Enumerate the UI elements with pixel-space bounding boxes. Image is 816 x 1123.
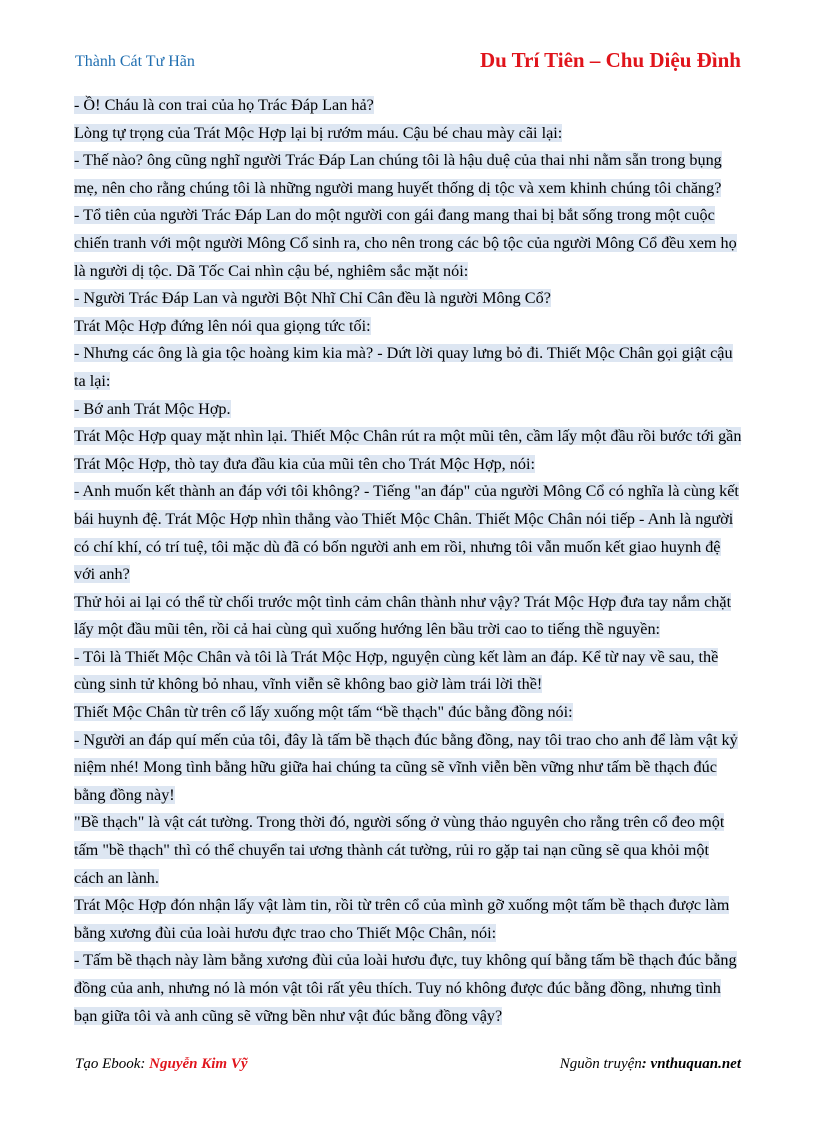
paragraph-text: Lòng tự trọng của Trát Mộc Hợp lại bị rướm máu. Cậu bé chau mày cãi lại: xyxy=(74,123,563,142)
page-footer xyxy=(75,1056,741,1080)
ebook-colon: : xyxy=(140,1056,150,1072)
paragraph xyxy=(74,892,742,947)
paragraph-text: Thiết Mộc Chân từ trên cổ lấy xuống một tấm “bề thạch" đúc bằng đồng nói: xyxy=(74,703,573,722)
page-header xyxy=(75,48,741,78)
paragraph xyxy=(74,478,742,588)
paragraph xyxy=(74,92,742,120)
paragraph xyxy=(74,589,742,644)
source-label: Nguồn truyện xyxy=(559,1056,642,1072)
book-authors: Du Trí Tiên – Chu Diệu Đình xyxy=(479,48,741,72)
body-text xyxy=(74,92,742,1030)
paragraph-text: - Bớ anh Trát Mộc Hợp. xyxy=(74,399,231,418)
ebook-creator-name: Nguyễn Kim Vỹ xyxy=(149,1056,248,1072)
paragraph xyxy=(74,809,742,892)
paragraph-text: "Bề thạch" là vật cát tường. Trong thời đó, người sống ở vùng thảo nguyên cho rằng trên cổ đeo một tấm "bề thạch" thì có thể chuyển tai ương thành cát tường, rủi ro gặp tai nạn cũng sẽ qua khỏi một cách an lành. xyxy=(74,813,725,887)
paragraph-text: - Tôi là Thiết Mộc Chân và tôi là Trát Mộc Hợp, nguyện cùng kết làm an đáp. Kể từ nay về sau, thề cùng sinh tử không bỏ nhau, vĩnh viễn sẽ không bao giờ làm trái lời thề! xyxy=(74,647,719,694)
paragraph xyxy=(74,202,742,285)
paragraph-text: - Tổ tiên của người Trác Đáp Lan do một người con gái đang mang thai bị bắt sống trong một cuộc chiến tranh với một người Mông Cổ sinh ra, cho nên trong các bộ tộc của người Mông Cổ đều xem họ là người dị tộc. Dã Tốc Cai nhìn cậu bé, nghiêm sắc mặt nói: xyxy=(74,206,737,280)
paragraph-text: - Thế nào? ông cũng nghĩ người Trác Đáp Lan chúng tôi là hậu duệ của thai nhi nằm sẵn trong bụng mẹ, nên cho rằng chúng tôi là những người mang huyết thống dị tộc và xem khinh chúng tôi chăng? xyxy=(74,151,722,197)
book-title: Thành Cát Tư Hãn xyxy=(75,53,195,70)
paragraph-text: - Người Trác Đáp Lan và người Bột Nhĩ Chỉ Cân đều là người Mông Cổ? xyxy=(74,289,551,308)
paragraph xyxy=(74,120,742,148)
paragraph-text: - Ồ! Cháu là con trai của họ Trác Đáp Lan hả? xyxy=(74,96,374,114)
paragraph-text: - Người an đáp quí mến của tôi, đây là tấm bề thạch đúc bằng đồng, nay tôi trao cho anh để làm vật kỷ niệm nhé! Mong tình bằng hữu giữa hai chúng ta cũng sẽ vĩnh viễn bền vững như tấm bề thạch đúc bằng đồng này! xyxy=(74,730,738,804)
paragraph-text: - Anh muốn kết thành an đáp với tôi không? - Tiếng "an đáp" của người Mông Cổ có nghĩa là cùng kết bái huynh đệ. Trát Mộc Hợp nhìn thẳng vào Thiết Mộc Chân. Thiết Mộc Chân nói tiếp - Anh là người có chí khí, có trí tuệ, tôi mặc dù đã có bốn người anh em rồi, nhưng tôi vẫn muốn kết giao huynh đệ với anh? xyxy=(74,482,739,584)
paragraph-text: Trát Mộc Hợp đứng lên nói qua giọng tức tối: xyxy=(74,316,371,335)
paragraph-text: - Nhưng các ông là gia tộc hoàng kim kia mà? - Dứt lời quay lưng bỏ đi. Thiết Mộc Chân gọi giật cậu ta lại: xyxy=(74,344,733,390)
paragraph xyxy=(74,340,742,395)
paragraph xyxy=(74,396,742,424)
paragraph xyxy=(74,313,742,341)
paragraph-text: Trát Mộc Hợp đón nhận lấy vật làm tin, rồi từ trên cổ của mình gỡ xuống một tấm bề thạch được làm bằng xương đùi của loài hươu đực trao cho Thiết Mộc Chân, nói: xyxy=(74,896,730,942)
paragraph xyxy=(74,644,742,699)
paragraph xyxy=(74,423,742,478)
paragraph xyxy=(74,727,742,810)
source-credit xyxy=(560,1056,741,1073)
paragraph xyxy=(74,285,742,313)
paragraph-text: Trát Mộc Hợp quay mặt nhìn lại. Thiết Mộc Chân rút ra một mũi tên, cầm lấy một đầu rồi bước tới gần Trát Mộc Hợp, thò tay đưa đầu kia của mũi tên cho Trát Mộc Hợp, nói: xyxy=(74,427,742,473)
paragraph-text: Thử hỏi ai lại có thể từ chối trước một tình cảm chân thành như vậy? Trát Mộc Hợp đưa tay nắm chặt lấy một đầu mũi tên, rồi cả hai cùng quì xuống hướng lên bầu trời cao to tiếng thề nguyền: xyxy=(74,592,732,639)
ebook-label: Tạo Ebook xyxy=(75,1056,141,1072)
paragraph-text: - Tấm bề thạch này làm bằng xương đùi của loài hươu đực, tuy không quí bằng tấm bề thạch đúc bằng đồng của anh, nhưng nó là món vật tôi rất yêu thích. Tuy nó không được đúc bằng đồng, nhưng tình bạn giữa tôi và anh cũng sẽ vững bền như vật đúc bằng đồng vậy? xyxy=(74,951,737,1025)
paragraph xyxy=(74,699,742,727)
ebook-credit xyxy=(75,1056,248,1073)
source-colon: : xyxy=(641,1056,651,1072)
paragraph xyxy=(74,147,742,202)
source-site-link[interactable]: vnthuquan.net xyxy=(650,1056,741,1072)
paragraph xyxy=(74,947,742,1030)
